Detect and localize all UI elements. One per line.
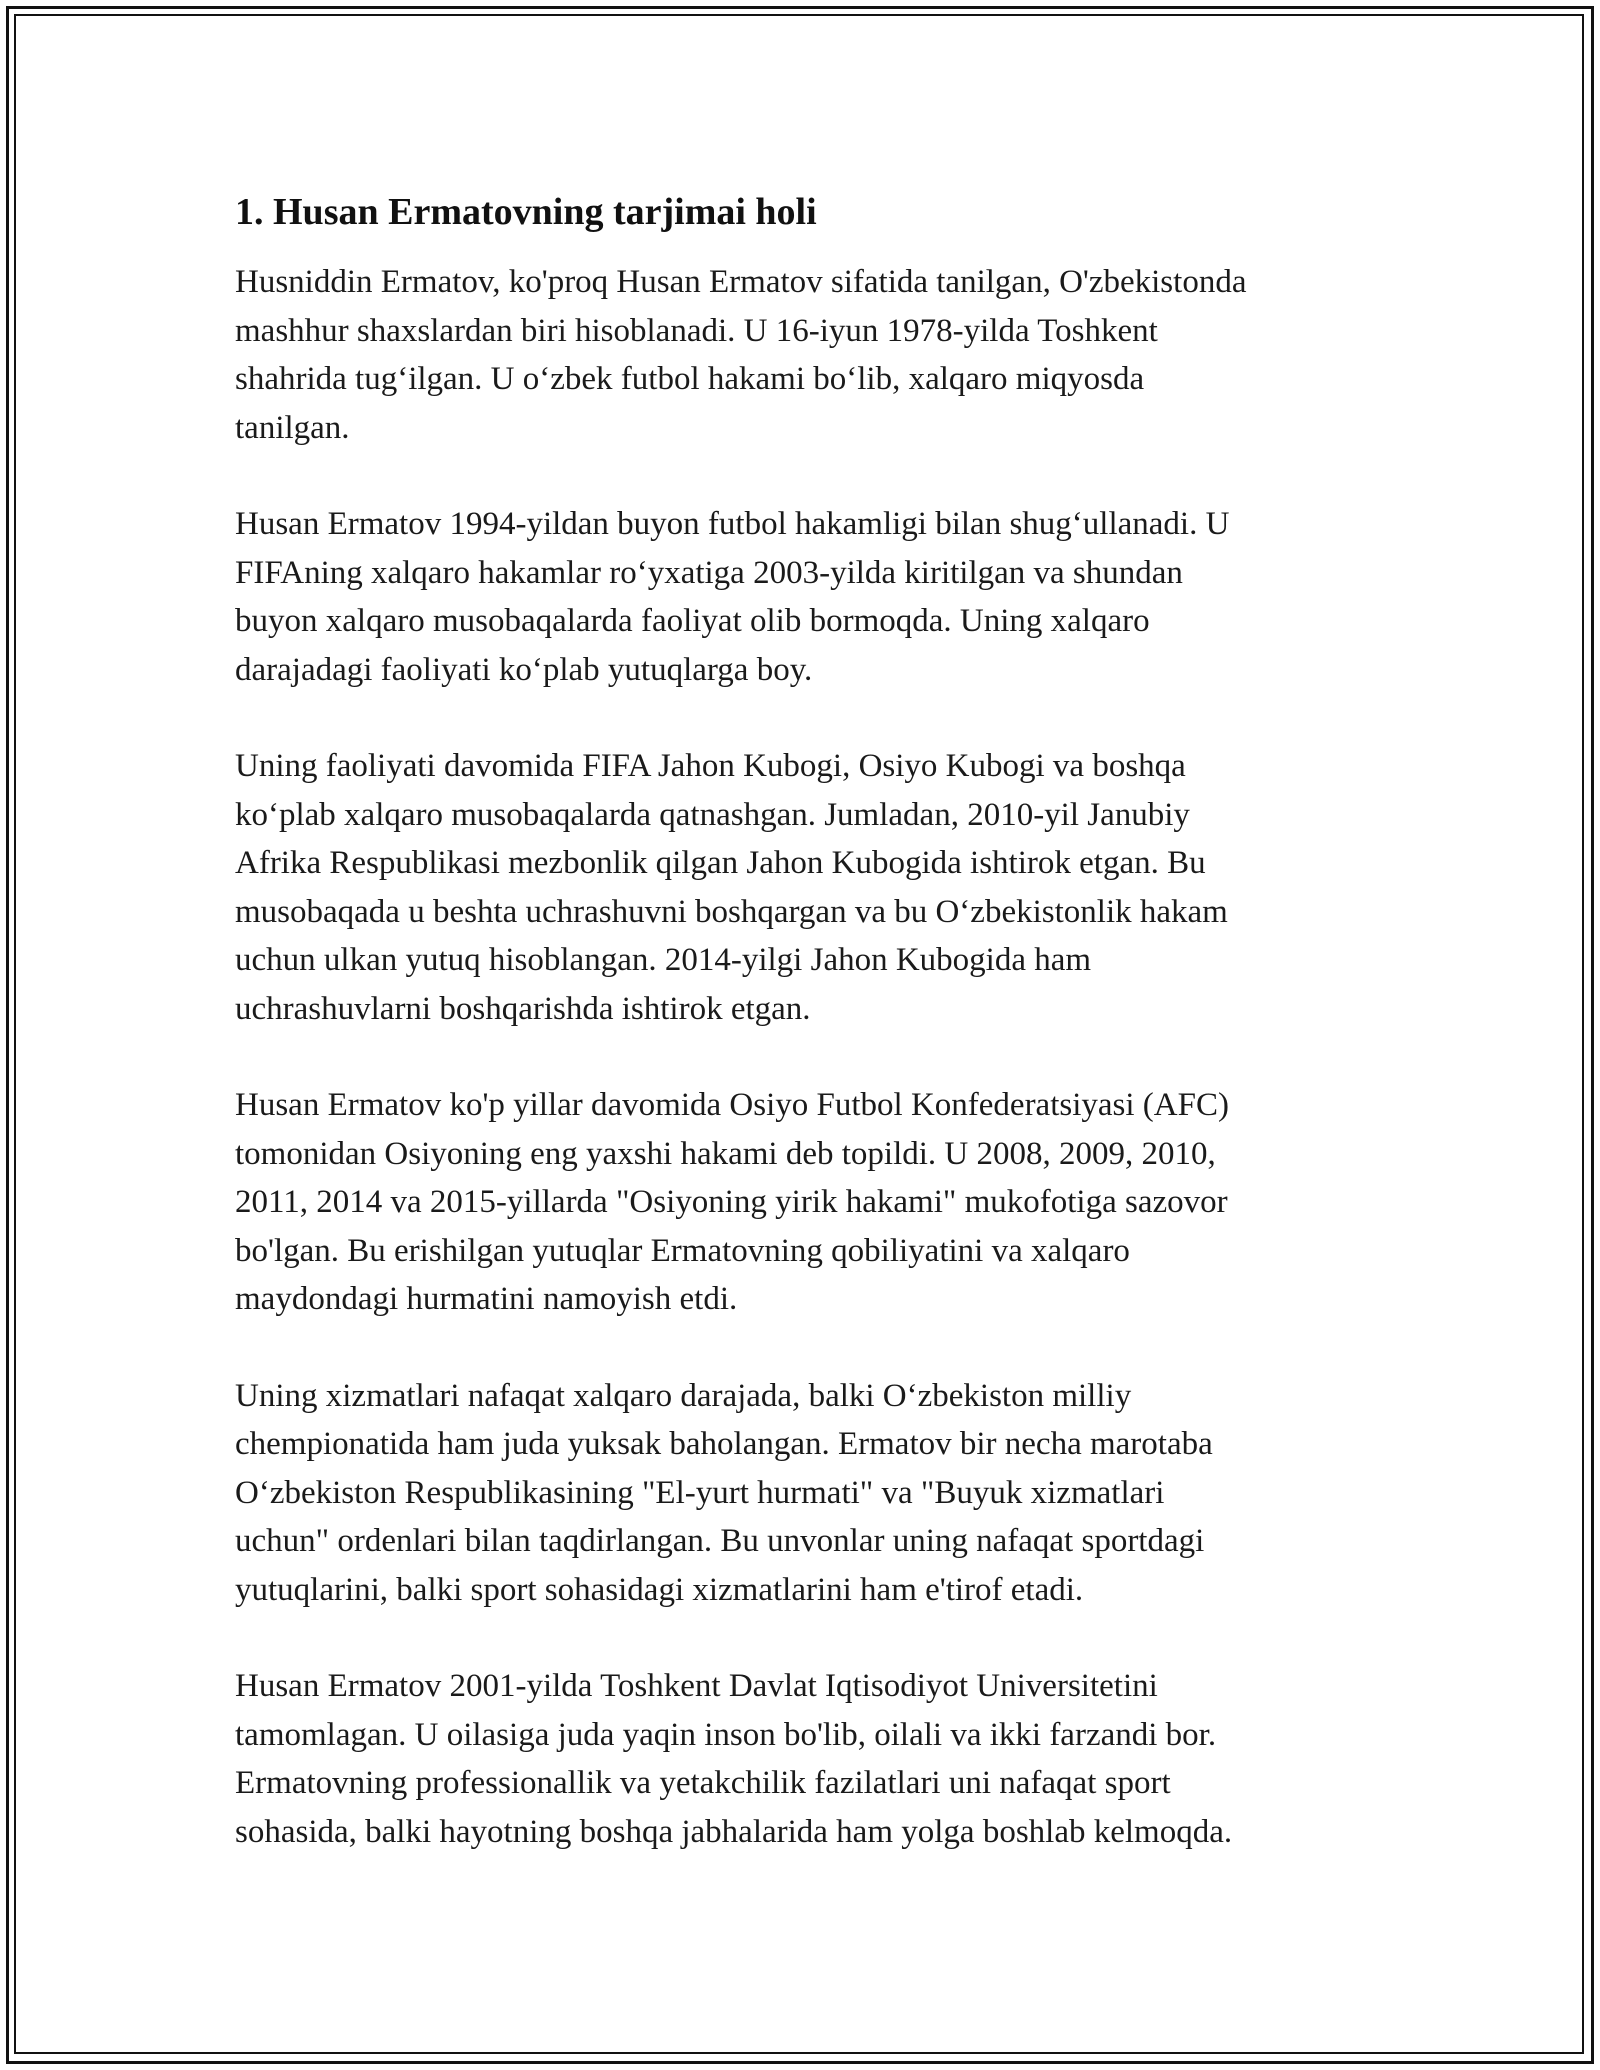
paragraph-line: chempionatida ham juda yuksak baholangan. Ermatov bir necha marotaba	[235, 1426, 1213, 1462]
paragraph-line: tamomlagan. U oilasiga juda yaqin inson bo'lib, oilali va ikki farzandi bor.	[235, 1716, 1217, 1753]
paragraph	[235, 258, 1385, 452]
paragraph-line: Uning faoliyati davomida FIFA Jahon Kubogi, Osiyo Kubogi va boshqa	[235, 748, 1186, 784]
paragraph	[235, 500, 1385, 694]
paragraph-line: maydondagi hurmatini namoyish etdi.	[235, 1281, 738, 1317]
paragraph-line: uchrashuvlarni boshqarishda ishtirok etgan.	[235, 990, 811, 1027]
paragraph-line: tomonidan Osiyoning eng yaxshi hakami deb topildi. U 2008, 2009, 2010,	[235, 1135, 1216, 1172]
paragraph-line: Husniddin Ermatov, ko'proq Husan Ermatov sifatida tanilgan, O'zbekistonda	[235, 264, 1247, 300]
paragraph-line: musobaqada u beshta uchrashuvni boshqargan va bu O‘zbekistonlik hakam	[235, 893, 1228, 930]
paragraph-line: shahrida tug‘ilgan. U o‘zbek futbol hakami bo‘lib, xalqaro miqyosda	[235, 361, 1145, 397]
paragraph-list	[235, 258, 1385, 1856]
paragraph-line: 2011, 2014 va 2015-yillarda "Osiyoning yirik hakami" mukofotiga sazovor	[235, 1184, 1228, 1220]
paragraph-line: sohasida, balki hayotning boshqa jabhalarida ham yolga boshlab kelmoqda.	[235, 1813, 1233, 1850]
paragraph-line: Husan Ermatov ko'p yillar davomida Osiyo Futbol Konfederatsiyasi (AFC)	[235, 1087, 1229, 1123]
paragraph-line: Husan Ermatov 1994-yildan buyon futbol hakamligi bilan shug‘ullanadi. U	[235, 506, 1230, 542]
paragraph-line: FIFAning xalqaro hakamlar ro‘yxatiga 2003-yilda kiritilgan va shundan	[235, 554, 1183, 591]
paragraph	[235, 1372, 1385, 1615]
paragraph-line: Ermatovning professionallik va yetakchilik fazilatlari uni nafaqat sport	[235, 1765, 1171, 1801]
document-body	[235, 186, 1385, 1856]
paragraph-line: bo'lgan. Bu erishilgan yutuqlar Ermatovning qobiliyatini va xalqaro	[235, 1232, 1130, 1269]
paragraph-line: uchun" ordenlari bilan taqdirlangan. Bu unvonlar uning nafaqat sportdagi	[235, 1523, 1205, 1559]
paragraph-line: Afrika Respublikasi mezbonlik qilgan Jahon Kubogida ishtirok etgan. Bu	[235, 845, 1206, 881]
paragraph-line: yutuqlarini, balki sport sohasidagi xizmatlarini ham e'tirof etadi.	[235, 1571, 1084, 1608]
paragraph	[235, 1662, 1385, 1856]
paragraph-line: darajadagi faoliyati ko‘plab yutuqlarga boy.	[235, 651, 813, 688]
paragraph-line: uchun ulkan yutuq hisoblangan. 2014-yilgi Jahon Kubogida ham	[235, 942, 1092, 978]
section-heading: 1. Husan Ermatovning tarjimai holi	[235, 191, 817, 233]
paragraph-line: O‘zbekiston Respublikasining "El-yurt hurmati" va "Buyuk xizmatlari	[235, 1474, 1165, 1511]
paragraph	[235, 1081, 1385, 1324]
paragraph-line: Uning xizmatlari nafaqat xalqaro darajada, balki O‘zbekiston milliy	[235, 1377, 1132, 1414]
paragraph	[235, 742, 1385, 1033]
paragraph-line: mashhur shaxslardan biri hisoblanadi. U 16-iyun 1978-yilda Toshkent	[235, 312, 1158, 349]
paragraph-line: tanilgan.	[235, 409, 350, 446]
paragraph-line: buyon xalqaro musobaqalarda faoliyat olib bormoqda. Uning xalqaro	[235, 603, 1150, 639]
paragraph-line: ko‘plab xalqaro musobaqalarda qatnashgan. Jumladan, 2010-yil Janubiy	[235, 796, 1190, 833]
paragraph-line: Husan Ermatov 2001-yilda Toshkent Davlat Iqtisodiyot Universitetini	[235, 1668, 1158, 1704]
